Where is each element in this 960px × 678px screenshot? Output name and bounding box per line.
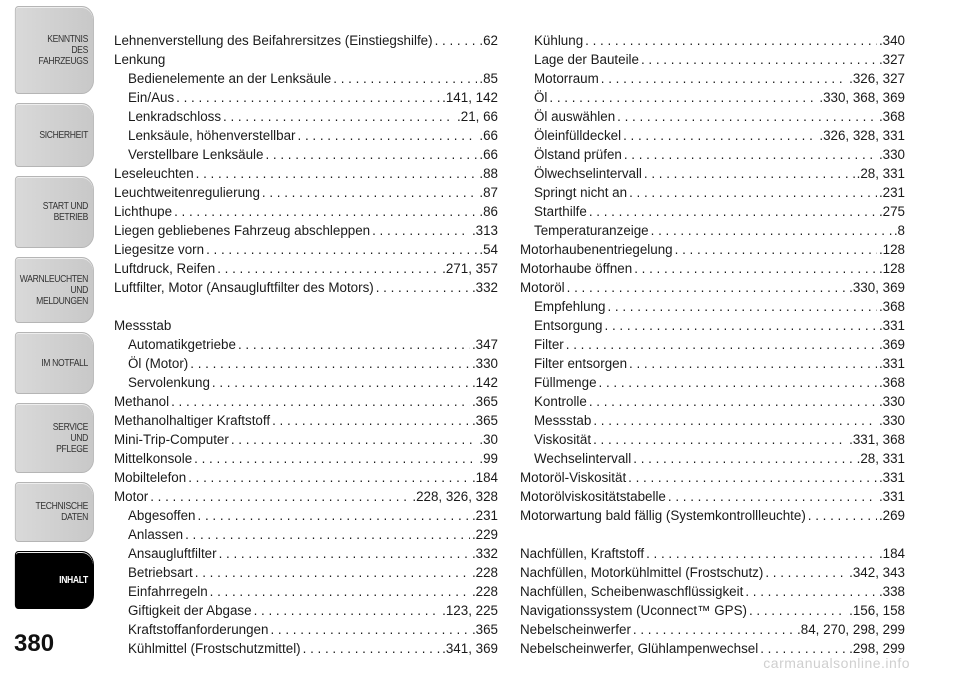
tab-label: MELDUNGEN <box>36 295 88 307</box>
tab-label: SICHERHEIT <box>39 129 88 141</box>
dot-leader <box>210 582 470 601</box>
index-term: Abgesoffen <box>128 508 196 523</box>
dot-leader <box>566 335 877 354</box>
index-page-ref[interactable]: .330 <box>878 413 905 428</box>
index-entry[interactable] <box>520 430 905 449</box>
tab-sicherheit[interactable] <box>15 103 94 167</box>
index-entry[interactable] <box>520 487 905 506</box>
index-page-ref[interactable]: .84, 270, 298, 299 <box>797 622 905 637</box>
index-entry[interactable] <box>114 468 498 487</box>
index-entry[interactable] <box>520 620 905 639</box>
index-entry[interactable] <box>114 563 498 582</box>
index-term: Springt nicht an <box>534 185 628 200</box>
dot-leader <box>270 620 469 639</box>
index-page-ref[interactable]: .88 <box>479 166 498 181</box>
index-term: Empfehlung <box>534 299 606 314</box>
index-term: Lenkung <box>114 52 166 67</box>
index-term: Kraftstoffanforderungen <box>128 622 269 637</box>
index-page-ref[interactable]: .128 <box>878 261 905 276</box>
dot-leader <box>675 240 877 259</box>
index-term: Nachfüllen, Kraftstoff <box>520 546 645 561</box>
dot-leader <box>668 487 877 506</box>
index-entry[interactable] <box>114 183 498 202</box>
index-term: Öl auswählen <box>534 109 616 124</box>
index-term: Lenksäule, höhenverstellbar <box>128 128 296 143</box>
index-term: Servolenkung <box>128 375 210 390</box>
index-page-ref[interactable]: .66 <box>479 147 498 162</box>
dot-leader <box>593 430 847 449</box>
index-term: Füllmenge <box>534 375 597 390</box>
dot-leader <box>601 69 847 88</box>
dot-leader <box>174 202 477 221</box>
dot-leader <box>629 183 877 202</box>
index-entry[interactable] <box>520 601 905 620</box>
index-term: Motorölviskositätstabelle <box>520 489 666 504</box>
dot-leader <box>265 145 477 164</box>
dot-leader <box>262 183 477 202</box>
index-term: Motor <box>114 489 149 504</box>
index-page-ref[interactable]: .331 <box>878 470 905 485</box>
index-term: Lehnenverstellung des Beifahrersitzes (Einstiegshilfe) <box>114 33 433 48</box>
index-page-ref[interactable]: .54 <box>479 242 498 257</box>
dot-leader <box>641 50 877 69</box>
tab-im-notfall[interactable] <box>15 332 94 394</box>
index-term: Messstab <box>534 413 592 428</box>
dot-leader <box>585 31 877 50</box>
index-column-right <box>520 31 905 658</box>
index-page-ref[interactable]: .86 <box>479 204 498 219</box>
index-page-ref[interactable]: .141, 142 <box>442 90 498 105</box>
dot-leader <box>298 126 478 145</box>
dot-leader <box>623 126 817 145</box>
index-term: Ölstand prüfen <box>534 147 622 162</box>
index-page-ref[interactable]: .331 <box>878 489 905 504</box>
dot-leader <box>589 202 877 221</box>
index-term: Giftigkeit der Abgase <box>128 603 252 618</box>
index-page-ref[interactable]: .368 <box>878 375 905 390</box>
dot-leader <box>176 88 440 107</box>
index-entry[interactable] <box>520 126 905 145</box>
index-entry[interactable] <box>114 411 498 430</box>
tab-label: SERVICE <box>52 421 88 433</box>
index-entry[interactable] <box>520 354 905 373</box>
tab-start-und-betrieb[interactable] <box>15 176 94 248</box>
chapter-tab-sidebar <box>0 0 100 678</box>
index-page-ref[interactable]: .85 <box>479 71 498 86</box>
index-spacer <box>520 525 905 544</box>
index-page-ref[interactable]: .228, 326, 328 <box>412 489 498 504</box>
index-page-ref[interactable]: .368 <box>878 299 905 314</box>
dot-leader <box>188 468 470 487</box>
index-entry[interactable] <box>114 487 498 506</box>
index-page-ref[interactable]: .342, 343 <box>849 565 905 580</box>
index-page-ref[interactable]: .331 <box>878 356 905 371</box>
index-page-ref[interactable]: .28, 331 <box>856 166 905 181</box>
dot-leader <box>593 411 877 430</box>
index-term: Nebelscheinwerfer, Glühlampenwechsel <box>520 641 759 656</box>
index-page-ref[interactable]: .330, 369 <box>849 280 905 295</box>
index-term: Öl <box>534 90 548 105</box>
index-term: Betriebsart <box>128 565 193 580</box>
index-page-ref[interactable]: .369 <box>878 337 905 352</box>
index-term: Motorhaube öffnen <box>520 261 633 276</box>
index-term: Motorraum <box>534 71 599 86</box>
index-column-left <box>114 31 498 658</box>
index-entry[interactable] <box>114 639 498 658</box>
index-entry[interactable] <box>114 240 498 259</box>
index-page-ref[interactable]: .128 <box>878 242 905 257</box>
index-entry[interactable] <box>114 601 498 620</box>
index-entry[interactable] <box>520 582 905 601</box>
dot-leader <box>644 164 855 183</box>
tab-label: WARNLEUCHTEN <box>19 273 88 285</box>
index-entry[interactable] <box>520 411 905 430</box>
index-page-ref[interactable]: .184 <box>471 470 498 485</box>
tab-label: FAHRZEUGS <box>38 55 88 67</box>
dot-leader <box>198 506 470 525</box>
tab-inhalt[interactable] <box>15 551 94 609</box>
index-page-ref[interactable]: .184 <box>878 546 905 561</box>
dot-leader <box>217 259 440 278</box>
index-term: Wechselintervall <box>534 451 632 466</box>
index-term: Motorwartung bald fällig (Systemkontrollleuchte) <box>520 508 806 523</box>
index-term: Nebelscheinwerfer <box>520 622 631 637</box>
index-page-ref[interactable]: .326, 328, 331 <box>819 128 905 143</box>
index-entry[interactable] <box>114 373 498 392</box>
index-term: Lage der Bauteile <box>534 52 639 67</box>
index-page-ref[interactable]: .66 <box>479 128 498 143</box>
index-term: Mini-Trip-Computer <box>114 432 229 447</box>
index-entry[interactable] <box>114 88 498 107</box>
index-entry[interactable] <box>520 563 905 582</box>
index-term: Leseleuchten <box>114 166 194 181</box>
index-entry[interactable] <box>114 430 498 449</box>
dot-leader <box>605 316 877 335</box>
dot-leader <box>219 544 470 563</box>
dot-leader <box>628 468 877 487</box>
index-page-ref[interactable]: .330 <box>471 356 498 371</box>
dot-leader <box>567 278 847 297</box>
index-page-ref[interactable]: .231 <box>878 185 905 200</box>
index-term: Temperaturanzeige <box>534 223 649 238</box>
index-term: Ansaugluftfilter <box>128 546 217 561</box>
dot-leader <box>633 620 795 639</box>
index-entry[interactable] <box>520 544 905 563</box>
index-entry[interactable] <box>114 354 498 373</box>
index-page-ref[interactable]: .87 <box>479 185 498 200</box>
index-entry[interactable] <box>520 202 905 221</box>
index-term: Bedienelemente an der Lenksäule <box>128 71 332 86</box>
index-page-ref[interactable]: .229 <box>471 527 498 542</box>
index-page-ref[interactable]: .368 <box>878 109 905 124</box>
page-number: 380 <box>14 630 55 657</box>
index-page-ref[interactable]: .365 <box>471 413 498 428</box>
index-entry[interactable] <box>114 164 498 183</box>
index-term: Ein/Aus <box>128 90 175 105</box>
dot-leader <box>212 373 470 392</box>
index-page-ref[interactable]: .271, 357 <box>442 261 498 276</box>
index-page-ref[interactable]: .331 <box>878 318 905 333</box>
dot-leader <box>599 373 877 392</box>
index-term: Öl (Motor) <box>128 356 189 371</box>
index-page-ref[interactable]: .142 <box>471 375 498 390</box>
index-entry <box>114 50 498 69</box>
index-page-ref[interactable]: .298, 299 <box>849 641 905 656</box>
dot-leader <box>231 430 478 449</box>
dot-leader <box>190 354 470 373</box>
tab-kenntnis-des-fahrzeugs[interactable] <box>15 6 94 94</box>
index-term: Lichthupe <box>114 204 173 219</box>
index-entry[interactable] <box>114 506 498 525</box>
dot-leader <box>254 601 441 620</box>
index-entry[interactable] <box>520 468 905 487</box>
index-entry[interactable] <box>114 107 498 126</box>
index-page-ref[interactable]: .275 <box>878 204 905 219</box>
dot-leader <box>333 69 477 88</box>
index-page-ref[interactable]: .21, 66 <box>457 109 498 124</box>
index-entry[interactable] <box>520 392 905 411</box>
index-page-ref[interactable]: .365 <box>471 394 498 409</box>
dot-leader <box>589 392 877 411</box>
index-term: Liegesitze vorn <box>114 242 205 257</box>
index-page-ref[interactable]: .123, 225 <box>442 603 498 618</box>
index-spacer <box>114 297 498 316</box>
index-entry[interactable] <box>114 145 498 164</box>
index-page-ref[interactable]: .30 <box>479 432 498 447</box>
index-page-ref[interactable]: .99 <box>479 451 498 466</box>
dot-leader <box>749 601 847 620</box>
index-page-ref[interactable]: .313 <box>471 223 498 238</box>
dot-leader <box>633 449 854 468</box>
index-term: Methanolhaltiger Kraftstoff <box>114 413 271 428</box>
tab-label: DES <box>71 44 88 56</box>
index-entry[interactable] <box>520 259 905 278</box>
tab-label: TECHNISCHE <box>35 501 88 512</box>
index-term: Filter entsorgen <box>534 356 628 371</box>
dot-leader <box>624 145 877 164</box>
dot-leader <box>651 221 892 240</box>
tab-label: INHALT <box>59 574 88 586</box>
index-page-ref[interactable]: .332 <box>471 546 498 561</box>
dot-leader <box>435 31 478 50</box>
index-entry[interactable] <box>114 582 498 601</box>
index-page-ref[interactable]: .347 <box>471 337 498 352</box>
index-page-ref[interactable]: .331, 368 <box>849 432 905 447</box>
index-entry[interactable] <box>520 316 905 335</box>
index-term: Motorhaubenentriegelung <box>520 242 673 257</box>
dot-leader <box>607 297 876 316</box>
dot-leader <box>150 487 410 506</box>
tab-label: UND <box>70 432 88 444</box>
index-term: Leuchtweitenregulierung <box>114 185 260 200</box>
index-term: Nachfüllen, Scheibenwaschflüssigkeit <box>520 584 744 599</box>
index-term: Messstab <box>114 318 172 333</box>
index-term: Mittelkonsole <box>114 451 193 466</box>
index-entry[interactable] <box>520 278 905 297</box>
index-entry[interactable] <box>114 69 498 88</box>
index-term: Filter <box>534 337 564 352</box>
index-page-ref[interactable]: .62 <box>479 33 498 48</box>
index-term: Lenkradschloss <box>128 109 222 124</box>
index-entry[interactable] <box>520 164 905 183</box>
dot-leader <box>629 354 877 373</box>
index-page-ref[interactable]: .28, 331 <box>856 451 905 466</box>
tab-warnleuchten-und-meldungen[interactable] <box>15 257 94 323</box>
index-entry[interactable] <box>520 145 905 164</box>
dot-leader <box>272 411 470 430</box>
index-entry[interactable] <box>520 69 905 88</box>
index-entry[interactable] <box>114 259 498 278</box>
dot-leader <box>303 639 441 658</box>
index-entry[interactable] <box>520 107 905 126</box>
dot-leader <box>194 449 477 468</box>
index-term: Luftdruck, Reifen <box>114 261 216 276</box>
dot-leader <box>171 392 470 411</box>
index-term: Mobiltelefon <box>114 470 187 485</box>
index-entry[interactable] <box>114 202 498 221</box>
index-term: Navigationssystem (Uconnect™ GPS) <box>520 603 747 618</box>
tab-technische-daten[interactable] <box>15 482 94 542</box>
index-entry[interactable] <box>114 221 498 240</box>
index-page-ref[interactable]: .338 <box>878 584 905 599</box>
index-entry[interactable] <box>114 620 498 639</box>
index-term: Kühlung <box>534 33 584 48</box>
index-page-ref[interactable]: .332 <box>471 280 498 295</box>
index-page-ref[interactable]: .269 <box>878 508 905 523</box>
index-entry[interactable] <box>114 31 498 50</box>
index-entry[interactable] <box>114 449 498 468</box>
index-term: Entsorgung <box>534 318 603 333</box>
index-page-ref[interactable]: .228 <box>471 584 498 599</box>
index-term: Kühlmittel (Frostschutzmittel) <box>128 641 301 656</box>
index-entry[interactable] <box>114 335 498 354</box>
index-entry <box>114 316 498 335</box>
index-page-ref[interactable]: .231 <box>471 508 498 523</box>
index-page-ref[interactable]: .228 <box>471 565 498 580</box>
index-term: Kontrolle <box>534 394 587 409</box>
index-term: Motoröl-Viskosität <box>520 470 627 485</box>
index-term: Öleinfülldeckel <box>534 128 622 143</box>
dot-leader <box>376 278 470 297</box>
index-term: Ölwechselintervall <box>534 166 642 181</box>
dot-leader <box>206 240 477 259</box>
index-entry[interactable] <box>520 221 905 240</box>
index-page-ref[interactable]: .340 <box>878 33 905 48</box>
index-page-ref[interactable]: .326, 327 <box>849 71 905 86</box>
dot-leader <box>185 525 470 544</box>
index-page-ref[interactable]: .327 <box>878 52 905 67</box>
index-entry[interactable] <box>114 278 498 297</box>
index-entry[interactable] <box>520 373 905 392</box>
index-term: Verstellbare Lenksäule <box>128 147 264 162</box>
tab-label: KENNTNIS <box>47 33 88 45</box>
index-entry[interactable] <box>520 335 905 354</box>
index-term: Liegen gebliebenes Fahrzeug abschleppen <box>114 223 371 238</box>
tab-label: DATEN <box>61 512 88 523</box>
index-page-ref[interactable]: .156, 158 <box>849 603 905 618</box>
dot-leader <box>765 563 847 582</box>
index-page-ref[interactable]: .330 <box>878 394 905 409</box>
dot-leader <box>195 563 470 582</box>
index-term: Nachfüllen, Motorkühlmittel (Frostschutz) <box>520 565 764 580</box>
dot-leader <box>196 164 478 183</box>
index-page-ref[interactable]: .341, 369 <box>442 641 498 656</box>
tab-label: IM NOTFALL <box>41 357 88 369</box>
index-entry[interactable] <box>520 183 905 202</box>
tab-label: PFLEGE <box>56 443 88 455</box>
index-term: Methanol <box>114 394 170 409</box>
tab-label: UND <box>70 284 88 296</box>
index-term: Einfahrregeln <box>128 584 208 599</box>
dot-leader <box>238 335 470 354</box>
dot-leader <box>634 259 877 278</box>
watermark-text: carmanualsonline.info <box>763 655 910 671</box>
dot-leader <box>372 221 470 240</box>
tab-label: START UND <box>42 201 88 212</box>
dot-leader <box>223 107 455 126</box>
dot-leader <box>745 582 877 601</box>
tab-service-und-pflege[interactable] <box>15 403 94 473</box>
index-entry[interactable] <box>114 525 498 544</box>
tab-label: BETRIEB <box>53 212 88 223</box>
index-entry[interactable] <box>520 88 905 107</box>
index-term: Motoröl <box>520 280 565 295</box>
index-term: Viskosität <box>534 432 592 447</box>
index-entry[interactable] <box>114 544 498 563</box>
index-term: Automatikgetriebe <box>128 337 236 352</box>
index-entry[interactable] <box>520 297 905 316</box>
index-term: Anlassen <box>128 527 184 542</box>
index-page-ref[interactable]: .330 <box>878 147 905 162</box>
index-entry[interactable] <box>520 31 905 50</box>
index-entry[interactable] <box>114 392 498 411</box>
index-entry[interactable] <box>520 50 905 69</box>
dot-leader <box>808 506 877 525</box>
index-page-ref[interactable]: .8 <box>893 223 905 238</box>
index-page-ref[interactable]: .365 <box>471 622 498 637</box>
index-entry[interactable] <box>520 506 905 525</box>
index-page-ref[interactable]: .330, 368, 369 <box>819 90 905 105</box>
index-entry[interactable] <box>114 126 498 145</box>
dot-leader <box>617 107 877 126</box>
index-entry[interactable] <box>520 240 905 259</box>
index-term: Luftfilter, Motor (Ansaugluftfilter des Motors) <box>114 280 374 295</box>
dot-leader <box>549 88 817 107</box>
index-term: Starthilfe <box>534 204 587 219</box>
index-entry[interactable] <box>520 449 905 468</box>
dot-leader <box>646 544 877 563</box>
